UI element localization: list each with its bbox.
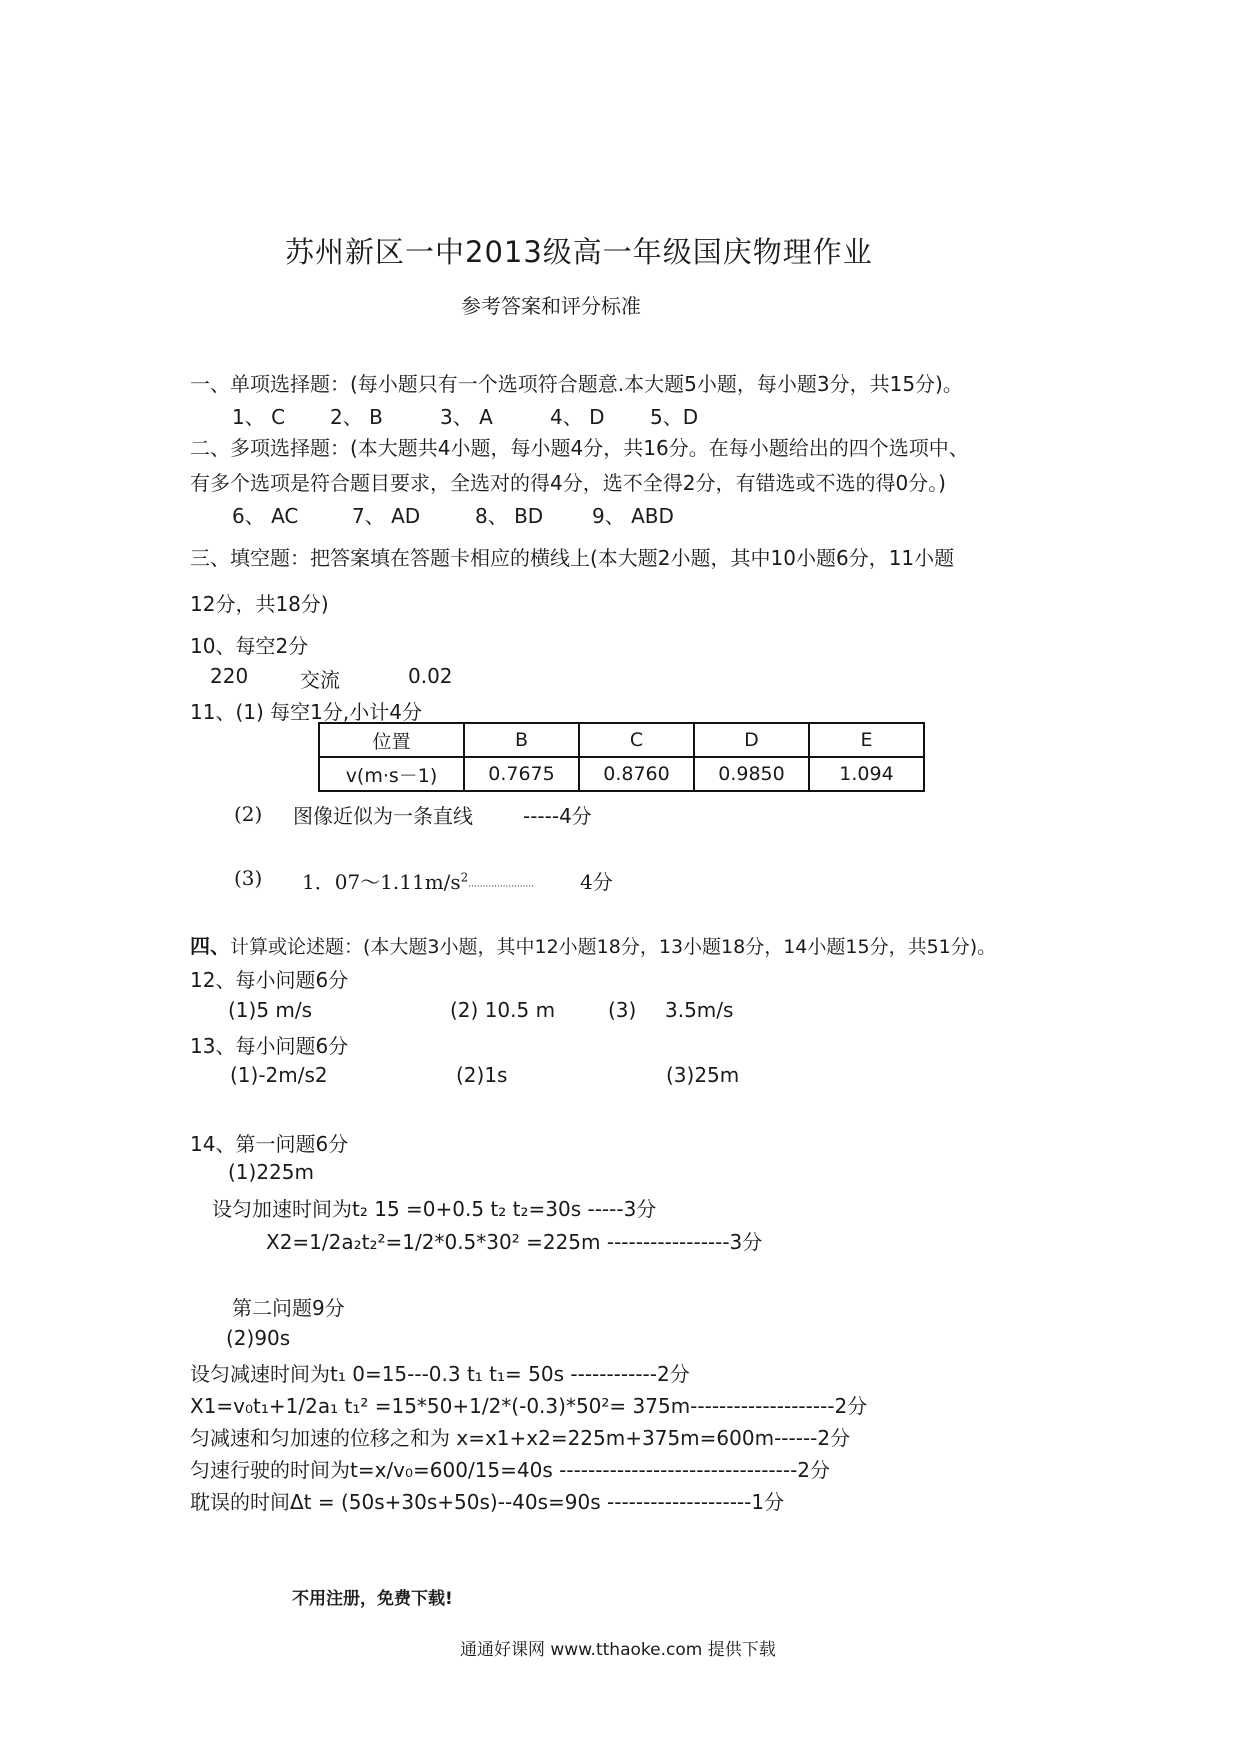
q13-answer-1: (1)-2m/s2 (230, 1063, 328, 1087)
q14-2-line4: 匀速行驶的时间为t=x/v₀=600/15=40s ---------------------------------2分 (190, 1458, 831, 1482)
q10-answer-1: 220 (210, 664, 249, 688)
section1-heading: 一、单项选择题：(每小题只有一个选项符合题意.本大题5小题，每小题3分，共15分)。 (190, 372, 963, 396)
velocity-table (318, 722, 925, 792)
answer-q1: 1、 C (232, 405, 286, 429)
section4-heading-text: 计算或论述题：(本大题3小题，其中12小题18分，13小题18分，14小题15分，共51分)。 (230, 936, 997, 958)
q14-label: 14、第一问题6分 (190, 1132, 349, 1156)
q13-answer-3: (3)25m (666, 1063, 740, 1087)
table-header-cell: D (694, 723, 809, 757)
answer-q3: 3、 A (440, 405, 493, 429)
answer-q8: 8、 BD (475, 504, 544, 528)
q14-2-line1: 设匀减速时间为t₁ 0=15---0.3 t₁ t₁= 50s ------------2分 (190, 1362, 690, 1386)
section3-heading-line1: 三、填空题：把答案填在答题卡相应的横线上(本大题2小题，其中10小题6分，11小题 (190, 546, 955, 570)
q14-2-line5: 耽误的时间Δt = (50s+30s+50s)--40s=90s --------------------1分 (190, 1490, 785, 1514)
section3-heading-line2: 12分，共18分) (190, 592, 329, 616)
q14-2-answer: (2)90s (226, 1326, 291, 1350)
table-header-cell: E (809, 723, 924, 757)
section2-heading-line1: 二、多项选择题：(本大题共4小题，每小题4分，共16分。在每小题给出的四个选项中、 (190, 436, 969, 460)
q10-answer-2: 交流 (300, 668, 340, 692)
answer-q9: 9、 ABD (592, 504, 674, 528)
q14-2-line3: 匀减速和匀加速的位移之和为 x=x1+x2=225m+375m=600m------2分 (190, 1426, 851, 1450)
table-header-cell: B (464, 723, 579, 757)
q13-answer-2: (2)1s (456, 1063, 508, 1087)
table-cell: 0.8760 (579, 757, 694, 791)
q11-2-number: (2) (234, 802, 263, 826)
section4-heading (190, 930, 996, 959)
q14-part2-label: 第二问题9分 (232, 1296, 345, 1320)
table-header-cell: C (579, 723, 694, 757)
table-header-row (319, 723, 924, 757)
answer-q5: 5、D (650, 405, 699, 429)
section2-heading-line2: 有多个选项是符合题目要求，全选对的得4分，选不全得2分，有错选或不选的得0分。) (190, 471, 946, 495)
table-row (319, 757, 924, 791)
q11-3-exponent: 2 (460, 870, 469, 885)
table-header-cell: 位置 (319, 723, 464, 757)
q10-label: 10、每空2分 (190, 634, 309, 658)
q12-answer-3-number: (3) (608, 998, 637, 1022)
q12-label: 12、每小问题6分 (190, 968, 349, 992)
footer-note: 不用注册，免费下载! (292, 1589, 453, 1609)
answer-q2: 2、 B (330, 405, 383, 429)
q11-3-text: 1．07～1.11m/s (302, 870, 461, 894)
q13-label: 13、每小问题6分 (190, 1034, 349, 1058)
answer-q7: 7、 AD (352, 504, 421, 528)
q11-3-score: 4分 (580, 870, 613, 894)
q14-2-line2: X1=v₀t₁+1/2a₁ t₁² =15*50+1/2*(-0.3)*50²= 375m--------------------2分 (190, 1394, 868, 1418)
answer-q6: 6、 AC (232, 504, 299, 528)
table-cell: 0.9850 (694, 757, 809, 791)
q11-label: 11、(1) 每空1分,小计4分 (190, 700, 422, 724)
q11-2-text: 图像近似为一条直线 (293, 804, 473, 828)
table-cell: 1.094 (809, 757, 924, 791)
q12-answer-1: (1)5 m/s (228, 998, 313, 1022)
q14-1-answer: (1)225m (228, 1160, 314, 1184)
table-cell: 0.7675 (464, 757, 579, 791)
q10-answer-3: 0.02 (408, 664, 453, 688)
page-title: 苏州新区一中2013级高一年级国庆物理作业 (285, 235, 873, 269)
footer-source: 通通好课网 www.tthaoke.com 提供下载 (460, 1640, 776, 1660)
answer-q4: 4、 D (550, 405, 605, 429)
q11-3-number: (3) (234, 866, 263, 890)
q11-3-answer (302, 866, 534, 895)
section4-heading-number: 四、 (190, 934, 230, 958)
q14-1-line1: 设匀加速时间为t₂ 15 =0+0.5 t₂ t₂=30s -----3分 (212, 1197, 657, 1221)
q11-2-score: -----4分 (523, 804, 592, 828)
page-subtitle: 参考答案和评分标准 (461, 294, 641, 318)
q12-answer-3-value: 3.5m/s (665, 998, 734, 1022)
q11-3-dots: ······················· (468, 882, 535, 892)
q12-answer-2: (2) 10.5 m (450, 998, 556, 1022)
table-row-label: v(m·s－1) (319, 757, 464, 791)
q14-1-line2: X2=1/2a₂t₂²=1/2*0.5*30² =225m -----------------3分 (266, 1230, 763, 1254)
